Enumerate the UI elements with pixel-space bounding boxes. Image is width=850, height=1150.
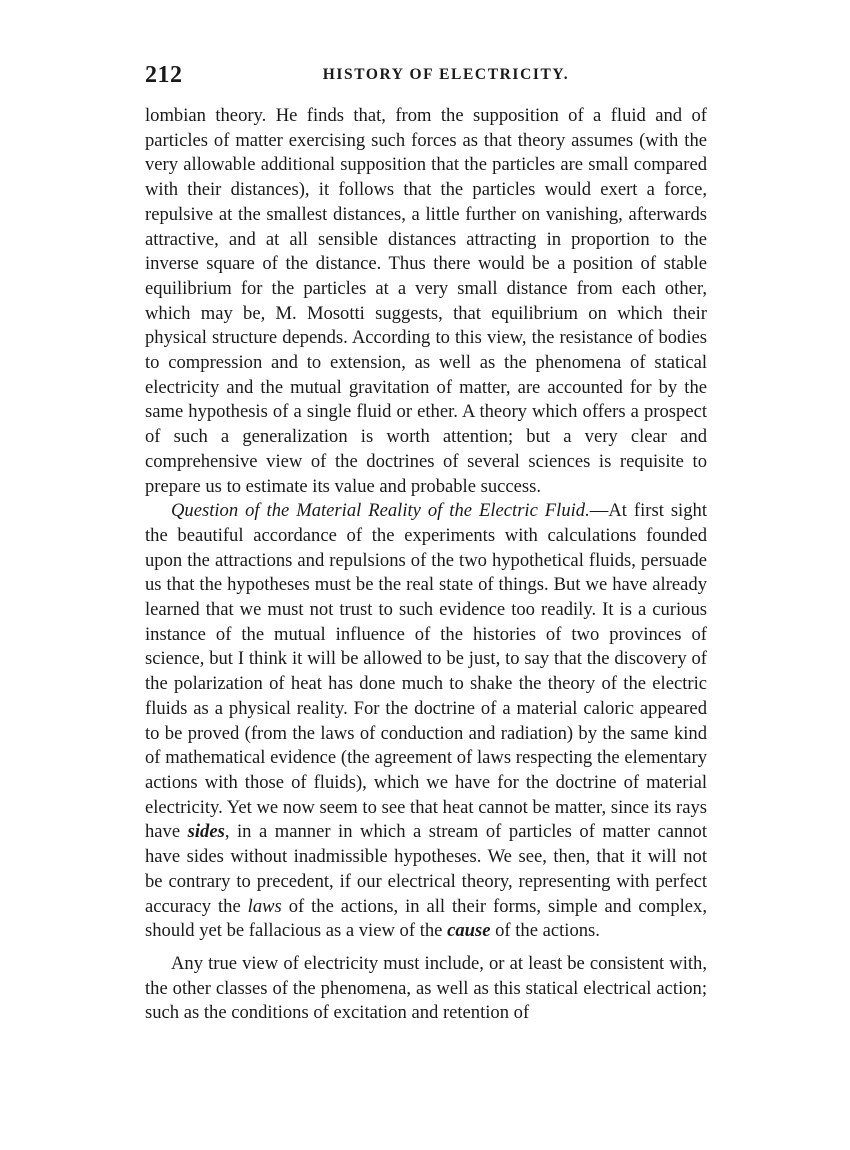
- page-number: 212: [145, 62, 183, 88]
- page-header: [145, 60, 707, 94]
- body-text: [145, 104, 707, 1026]
- emphasis-laws: laws: [247, 895, 282, 917]
- paragraph-2-text-d: of the actions.: [490, 920, 600, 942]
- paragraph-3: Any true view of electricity must include, or at least be consistent with, the other classes of the phenomena, as well as this statical electrical action; such as the conditions of excitation and retention of: [145, 952, 707, 1024]
- section-heading: Question of the Material Reality of the Electric Fluid.: [171, 500, 590, 522]
- paragraph-2-text-c: of the actions, in all their forms, simple and complex, should yet be fallacious as a view of the: [145, 895, 707, 942]
- paragraph-1: lombian theory. He finds that, from the supposition of a fluid and of particles of matter exercising such forces as that theory assumes (with the very allowable additional supposition that the particles are small compared with their distances), it follows that the particles would exert a force, repulsive at the smallest distances, a little further on vanishing, afterwards attractive, and at all sensible distances attracting in proportion to the inverse square of the distance. Thus there would be a position of stable equilibrium for the particles at a very small distance from each other, which may be, M. Mosotti suggests, that equilibrium on which their physical structure depends. According to this view, the resistance of bodies to compression and to extension, as well as the phenomena of statical electricity and the mutual gravitation of matter, are accounted for by the same hypothesis of a single fluid or ether. A theory which offers a prospect of such a generalization is worth attention; but a very clear and comprehensive view of the doctrines of several sciences is requisite to prepare us to estimate its value and probable success.: [145, 105, 707, 497]
- running-head: HISTORY OF ELECTRICITY.: [322, 66, 570, 83]
- book-page: [145, 60, 707, 1026]
- paragraph-2-text-b: , in a manner in which a stream of particles of matter cannot have sides without inadmissible hypotheses. We see, then, that it will not be contrary to precedent, if our electrical theory, representing with perfect accuracy the: [145, 821, 708, 917]
- paragraph-2: [145, 499, 707, 944]
- paragraph-2-text-a: —At first sight the beautiful accordance of the experiments with calculations founded upon the attractions and repulsions of the two hypothetical fluids, persuade us that the hypotheses must be the real state of things. But we have already learned that we must not trust to such evidence too readily. It is a curious instance of the mutual influence of the histories of two provinces of science, but I think it will be allowed to be just, to say that the discovery of the polarization of heat has done much to shake the theory of the electric fluids as a physical reality. For the doctrine of a material caloric appeared to be proved (from the laws of conduction and radiation) by the same kind of mathematical evidence (the agreement of laws respecting the elementary actions with those of fluids), which we have for the doctrine of material electricity. Yet we now seem to see that heat cannot be matter, since its rays have: [145, 500, 707, 843]
- emphasis-sides: sides: [187, 821, 225, 843]
- emphasis-cause: cause: [447, 920, 491, 942]
